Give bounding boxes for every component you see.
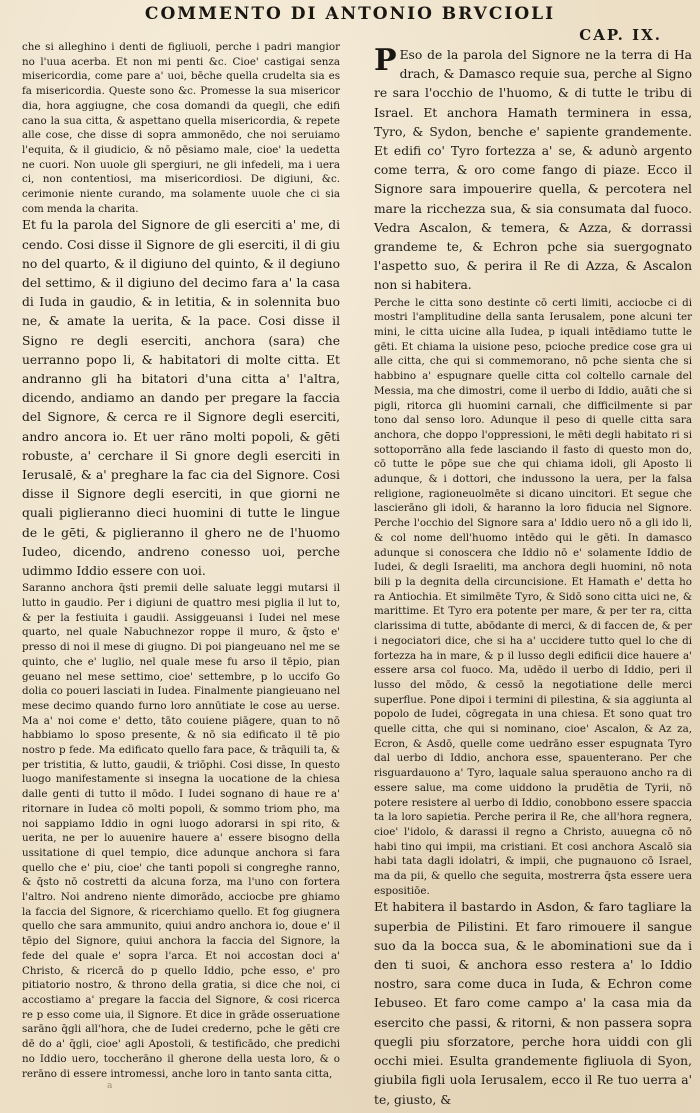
drop-initial: P <box>374 43 397 78</box>
scripture-block-2 <box>374 43 692 296</box>
commentary-block-2: Saranno anchora q̄sti premii delle saluate leggi mutarsi il lutto in gaudio. Per i digiuni de quattro mesi piglia il lut to, & per la festiuita i gaudii. Assiggeuansi i Iudei nel mese quarto, nel quale Nabuchnezor roppe il muro, & q̄sto e' presso di noi il mese di giugno. Di poi piangeuano nel me se quinto, che e' luglio, nel quale mese fu arso il tēpio, pian geuano nel mese settimo, cioe' settembre, p lo uccifo Go dolia co poueri lasciati in Iudea. Finalmente piangieuano nel mese decimo quando furno loro annūtiate le cose au uerse. Ma a' noi come e' detto, tāto couiene piāgere, quan to nō habbiamo lo sposo presente, & nō sia edificato il tē pio nostro p fede. Ma edificato quello fara pace, & trāquili ta, & per tristitia, & lutto, gaudii, & triōphi. Cosi disse, In questo luogo manifestamente si insegna la uocatione de la chiesa dalle genti di tutto il mōdo. I Iudei sognano di haue re a' ritornare in Iudea cō molti popoli, & sommo triom pho, ma noi sappiamo Iddio in ogni luogo adorarsi in spi rito, & uerita, ne per lo auuenire hauere a' essere bisogno della ussitatione di quel tempio, dice adunque anchora si fara quello che e' piu, cioe' che tanti popoli si congreghe ranno, & q̄sto nō costretti da alcuna forza, ma l'uno con fortera l'altro. Noi andreno niente dimorādo, acciocbe pre ghiamo la faccia del Signore, & ricerchiamo quello. Et fog giugnera quello che sara ammunito, quiui andro anchora io, doue e' il tēpio del Signore, quiui anchora la faccia del Signore, la fede del quale e' sopra l'arca. Et noi accostan doci a' Christo, & ricercā do p quello Iddio, pche esso, e' pro pitiatorio nostro, & throno della gratia, si dice che noi, ci accostiamo a' pregare la faccia del Signore, & cosi ricerca re p esso come uia, il Signore. Et dice in grāde osseruatione sarāno q̄gli all'hora, che de Iudei crederno, pche le gēti cre dē do a' q̄gli, cioe' agli Apostoli, & testificādo, che predichi no Iddio uero, toccherāno il gherone della uesta loro, & o rerāno di essere intromessi, anche loro in tanto santa citta, <box>22 582 340 1080</box>
scripture-block-1: Et fu la parola del Signore de gli eserciti a' me, di cendo. Cosi disse il Signore de gli eserciti, il di giu no del quarto, & il digiuno del quinto, & il degiuno del settimo, & il digiuno del decimo fara a' la casa di Iuda in gaudio, & in letitia, & in solennita buo ne, & amate la uerita, & la pace. Cosi disse il Signo re degli eserciti, anchora (sara) che uerranno popo li, & habitatori di molte citta. Et andranno gli ha bitatori d'una citta a' l'altra, dicendo, andiamo an dando per pregare la faccia del Signore, & cerca re il Signore degli eserciti, andro ancora io. Et uer rāno molti popoli, & gēti robuste, a' cerchare il Si gnore degli eserciti in Ierusalē, & a' preghare la fac cia del Signore. Cosi disse il Signore degli eserciti, in que giorni ne quali piglieranno dieci huomini di tutte le lingue de le gēti, & piglieranno il ghero ne de l'huomo Iudeo, dicendo, andreno conesso uoi, perche udimmo Iddio essere con uoi. <box>22 218 340 579</box>
commentary-block-1: che si alleghino i denti de figliuoli, perche i padri mangior no l'uua acerba. Et non mi penti &c. Cioe' castigai senza misericordia, come pare a' uoi, bēche quella crudelta sia es fa misericordia. Queste sono &c. Promesse la sua misericor dia, hora aggiugne, che cosa domandi da quegli, che edifi cano la sua citta, & aspettano quella misericordia, & repete alle cose, che disse di sopra ammonēdo, che noi seruiamo l'equita, & il giudicio, & nō pēsiamo male, cioe' la uedetta ne cuori. Non uuole gli spergiuri, ne gli infedeli, ma i uera ci, non contentiosi, ma misericordiosi. De digiuni, &c. cerimonie niente curando, ma solamente uuole che ci sia com menda la charita. <box>22 41 340 215</box>
chapter-heading: CAP. IX. <box>579 26 662 44</box>
commentary-block-3: Perche le citta sono destinte cō certi limiti, acciocbe ci di mostri l'amplitudine della santa Ierusalem, pone alcuni ter mini, le citta uicine alla Iudea, p iquali intēdiamo tutte le gēti. Et chiama la uisione peso, pcioche predice cose gra ui alle citta, che qui si commemorano, nō pche sienta che si habbino a' espugnare quelle citta col coltello carnale del Messia, ma che dimostri, come il uerbo di Iddio, auāti che si pigli, ritorca gli huomini carnali, che difficilmente si par tono dal senso loro. Adunque il peso di quelle citta sara anchora, che doppo l'oppressioni, le mēti degli habitato ri si sottoporrāno alla fede lasciando il fasto di questo mon do, cō tutte le pōpe sue che qui chiama idoli, gli Aposto li adunque, & i dottori, che indussono la uera, per la falsa religione, ragioneuolmēte si dicano uincitori. Et segue che lascierāno gli idoli, & haranno la loro fiducia nel Signore. Perche l'occhio del Signore sara a' Iddio uero nō a gli ido li, & col nome dell'huomo intēdo qui le gēti. In damasco adunque si conoscera che Iddio nō e' solamente Iddio de Iudei, & degli Israeliti, ma anchora degli huomini, nō nota bili p la degnita della circuncisione. Et Hamath e' detta ho ra Antiochia. Et similmēte Tyro, & Sidō sono citta uici ne, & marittime. Et Tyro era potente per mare, & per ter ra, citta clarissima di tutte, abōdante di merci, & di faccen de, & per i negociatori dice, che si ha a' uccidere tutto quel lo che di fortezza ha in mare, & p il lusso degli edificii dice hauere a' essere arsa col fuoco. Ma, udēdo il uerbo di Iddio, peri il lusso del mōdo, & cessō la negotiatione delle merci superflue. Pone dipoi i termini di pilestina, & sia aggiunta al popolo de Iudei, cōgregata in una chiesa. Et sono quat tro quelle citta, che qui si nominano, cioe' Ascalon, & Az za, Ecron, & Asdō, quelle come uedrāno esser espugnata Tyro dal uerbo di Iddio, anchora esse, spauenterano. Per che risguardauono a' Tyro, laquale salua sperauono ancho ra di essere salue, ma come uiddono la prudētia de Tyrii, nō potere resistere al uerbo di Iddio, conobbono essere spaccia ta la loro sapietia. Perche perira il Re, che all'hora regnera, cioe' l'idolo, & darassi il regno a Christo, auuegna cō nō habi tino qui impii, ma cristiani. Et cosi anchora Ascalō sia habi tata dagli idolatri, & impii, che pugnauono cō Israel, ma da pii, & quello che seguita, mostrerra q̄sta essere uera espositiōe. <box>374 296 692 897</box>
scripture-block-2-text: Eso de la parola del Signore ne la terra di Ha drach, & Damasco requie sua, perche al Signo re sara l'occhio de l'huomo, & di tutte le tribu di Israel. Et anchora Hamath terminera in essa, Tyro, & Sydon, benche e' sapiente grandemente. Et edifi co' Tyro fortezza a' se, & adunò argento come terra, & oro come fango di piaze. Ecco il Signore sara impouerire quella, & percotera nel mare la ricchezza sua, & sia consumata dal fuoco. Vedra Ascalon, & temera, & Azza, & dorrassi grandeme te, & Echron pche sia suergognato l'aspetto suo, & perira il Re di Azza, & Ascalon non si habitera. <box>374 48 692 293</box>
right-column <box>374 26 692 1110</box>
margin-mark: a <box>107 1081 113 1091</box>
left-column <box>22 40 340 1110</box>
scripture-block-3: Et habitera il bastardo in Asdon, & faro tagliare la superbia de Pilistini. Et faro rimouere il sangue suo da la bocca sua, & le abominationi sue da i den ti suoi, & anchora esso restera a' lo Iddio nostro, sara come duca in Iuda, & Echron come Iebuseo. Et faro come campo a' la casa mia da esercito che passi, & ritorni, & non passera sopra quegli piu sforzatore, perche hora uiddi con gli occhi miei. Esulta grandemente figliuola di Syon, giubila figli uola Ierusalem, ecco il Re tuo uerra a' te, giusto, & <box>374 900 692 1107</box>
running-head: COMMENTO DI ANTONIO BRVCIOLI <box>144 4 556 24</box>
